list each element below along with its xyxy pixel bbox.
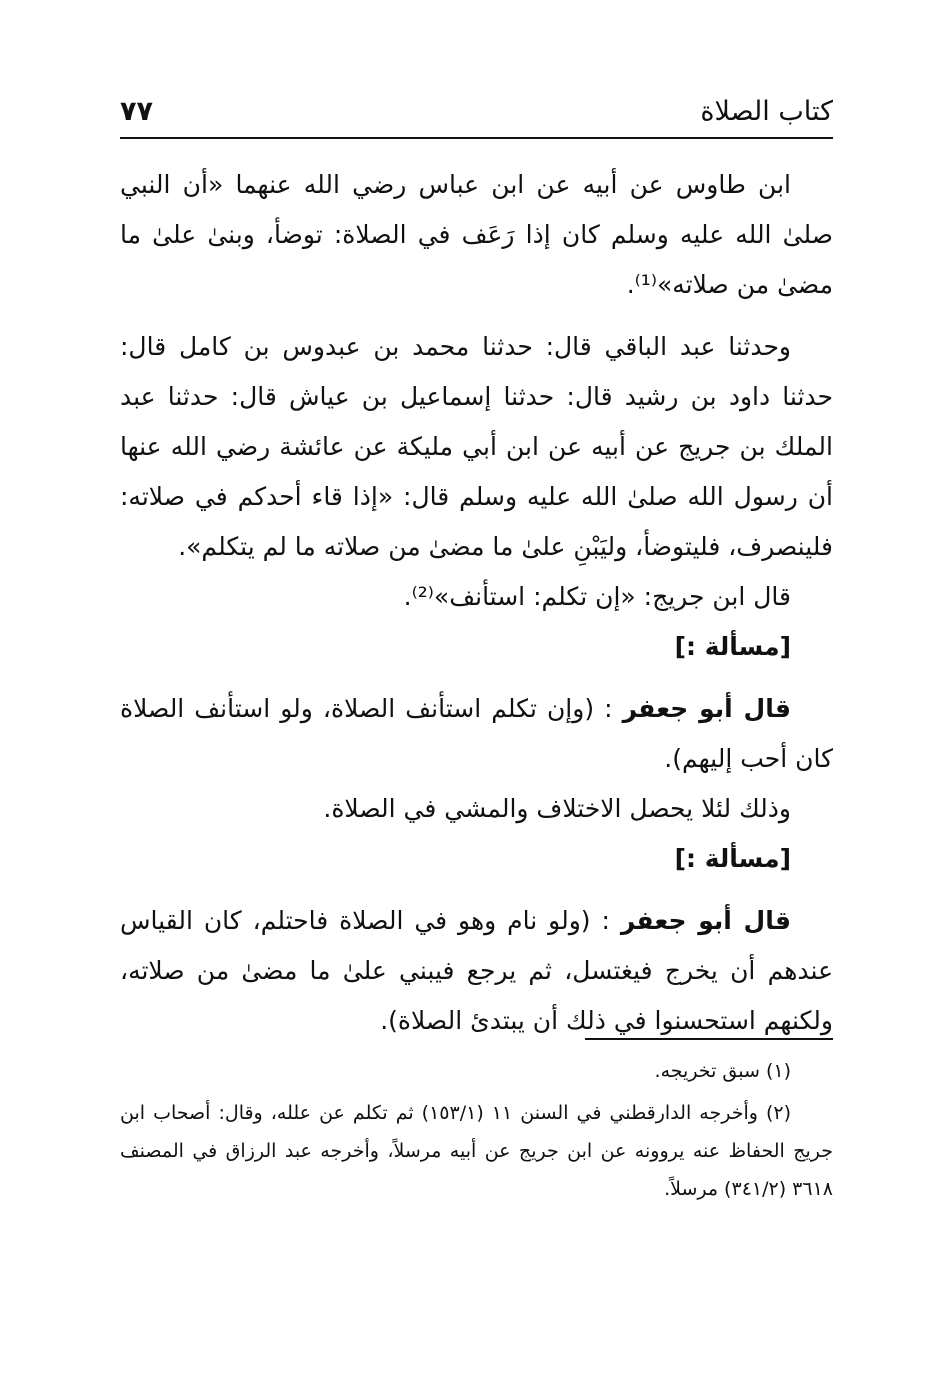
paragraph-1: ابن طاوس عن أبيه عن ابن عباس رضي الله عنهما «أن النبي صلىٰ الله عليه وسلم كان إذا رَعَف في الصلاة: توضأ، وبنىٰ علىٰ ما مضىٰ من صلاته»⁽¹⁾. [120,170,833,299]
issue-heading-1: [مسألة :] [674,632,791,661]
page-number: ٧٧ [120,96,153,127]
footnotes [120,1052,833,1212]
speaker-label: قال أبو جعفر [620,906,791,935]
paragraph-6-text: : (ولو نام وهو في الصلاة فاحتلم، كان القياس عندهم أن يخرج فيغتسل، ثم يرجع فيبني علىٰ ما مضىٰ من صلاته، ولكنهم استحسنوا في ذلك أن يبتدئ الصلاة). [120,906,833,1035]
chapter-title: كتاب الصلاة [700,96,833,127]
issue-heading-2: [مسألة :] [674,844,791,873]
footnote-2: (٢) وأخرجه الدارقطني في السنن ١١ (١٥٣/١) ثم تكلم عن علله، وقال: أصحاب ابن جريج الحفاظ عنه يروونه عن ابن جريج عن أبيه مرسلاً، وأخرجه عبد الرزاق في المصنف ٣٦١٨ (٣٤١/٢) مرسلاً. [120,1102,833,1200]
main-text [120,160,833,1046]
running-header [120,92,833,136]
footnote-1: (١) سبق تخريجه. [654,1060,791,1082]
header-divider [120,137,833,139]
paragraph-4-text: : (وإن تكلم استأنف الصلاة، ولو استأنف الصلاة كان أحب إليهم). [120,694,833,773]
paragraph-2: وحدثنا عبد الباقي قال: حدثنا محمد بن عبدوس بن كامل قال: حدثنا داود بن رشيد قال: حدثنا إسماعيل بن عياش قال: حدثنا عبد الملك بن جريج عن أبيه عن ابن أبي مليكة عن عائشة رضي الله عنها أن رسول الله صلىٰ الله عليه وسلم قال: «إذا قاء أحدكم في صلاته: فلينصرف، فليتوضأ، وليَبْنِ علىٰ ما مضىٰ من صلاته ما لم يتكلم». [120,332,833,561]
speaker-label: قال أبو جعفر [622,694,791,723]
paragraph-6 [120,896,833,1046]
paragraph-3: قال ابن جريج: «إن تكلم: استأنف»⁽²⁾. [403,582,791,611]
footnote-divider [585,1038,833,1040]
paragraph-5: وذلك لئلا يحصل الاختلاف والمشي في الصلاة. [323,794,791,823]
paragraph-4 [120,684,833,784]
